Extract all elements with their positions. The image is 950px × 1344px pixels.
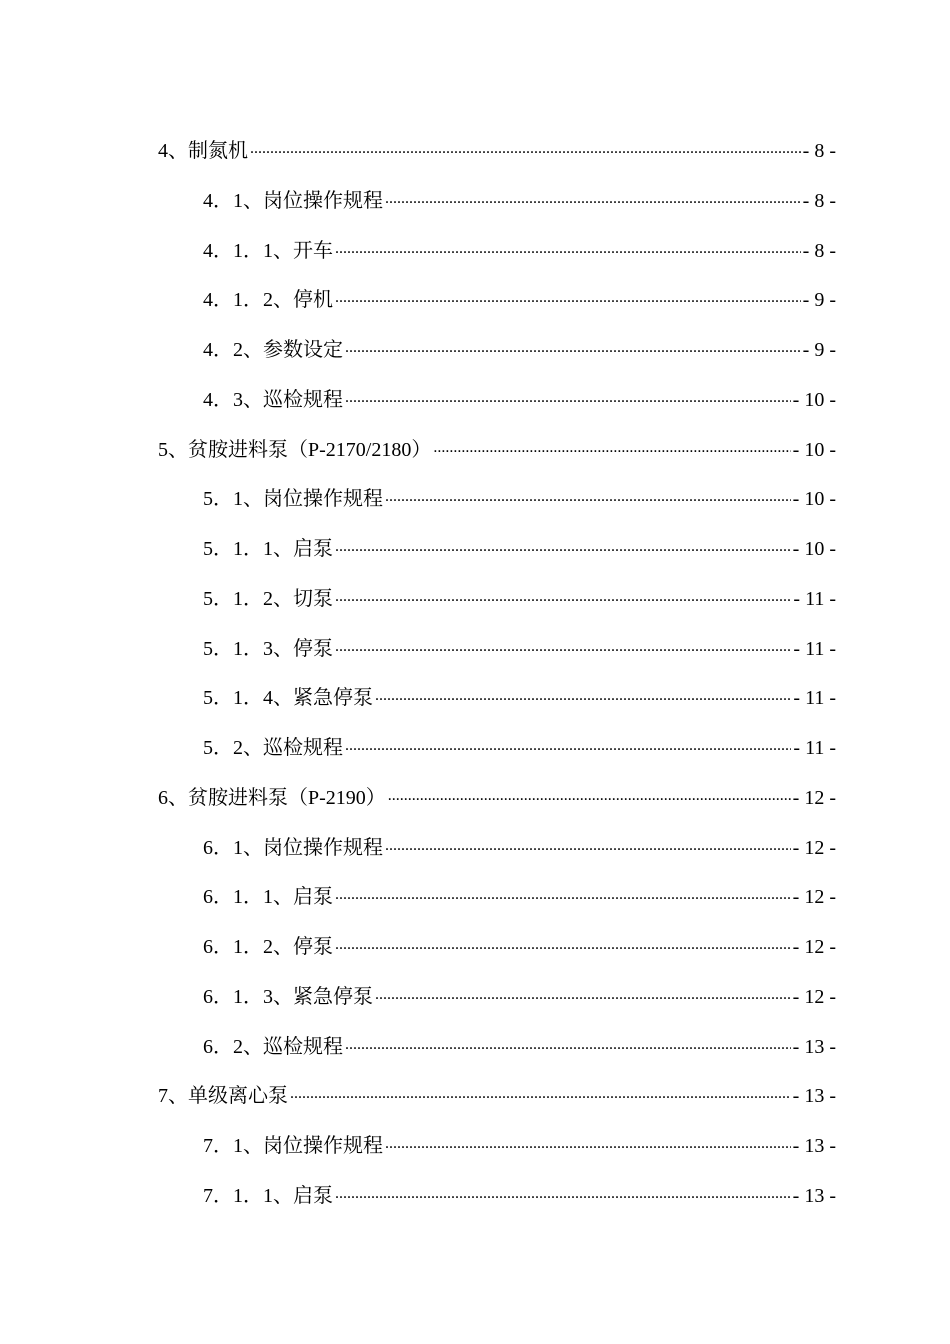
toc-entry-page: - 8 - (802, 189, 836, 212)
toc-entry-page: - 12 - (792, 936, 836, 958)
toc-entry-title: 5．2、巡检规程 (203, 737, 343, 759)
toc-entry-page: - 8 - (802, 140, 836, 162)
toc-dot-leader (335, 237, 801, 257)
toc-entry[interactable] (158, 780, 836, 830)
toc-entry[interactable] (158, 1128, 836, 1178)
toc-entry[interactable] (158, 680, 836, 730)
toc-entry[interactable] (158, 481, 836, 531)
toc-dot-leader (335, 883, 791, 903)
toc-entry-page: - 13 - (792, 1085, 836, 1108)
toc-entry-page: - 9 - (802, 339, 836, 361)
toc-entry-page: - 12 - (792, 836, 836, 859)
toc-dot-leader (335, 933, 791, 953)
toc-entry-page: - 12 - (792, 886, 836, 909)
toc-entry[interactable] (158, 432, 836, 482)
toc-dot-leader (433, 436, 790, 456)
toc-dot-leader (345, 336, 801, 356)
toc-entry-title: 7．1、岗位操作规程 (203, 1135, 383, 1157)
toc-entry-page: - 8 - (802, 239, 836, 262)
toc-entry-page: - 12 - (792, 786, 836, 809)
toc-entry-title: 5．1．2、切泵 (203, 587, 333, 610)
toc-dot-leader (345, 1033, 791, 1053)
toc-entry-page: - 10 - (792, 388, 836, 411)
toc-entry-page: - 10 - (792, 488, 836, 511)
toc-dot-leader (345, 386, 791, 406)
toc-entry[interactable] (158, 979, 836, 1029)
toc-entry[interactable] (158, 133, 836, 183)
toc-entry[interactable] (158, 282, 836, 332)
toc-entry-title: 6、贫胺进料泵（P-2190） (158, 786, 386, 809)
toc-dot-leader (335, 535, 791, 555)
toc-entry-title: 4．1．1、开车 (203, 239, 333, 262)
toc-dot-leader (375, 684, 791, 704)
toc-dot-leader (335, 286, 801, 306)
toc-entry-title: 5．1．1、启泵 (203, 538, 333, 560)
toc-entry-title: 6．1、岗位操作规程 (203, 836, 383, 859)
toc-dot-leader (385, 834, 791, 854)
toc-entry-page: - 11 - (793, 637, 836, 660)
toc-entry[interactable] (158, 183, 836, 233)
toc-entry-page: - 10 - (792, 538, 836, 560)
toc-entry-title: 4、制氮机 (158, 140, 248, 162)
toc-entry[interactable] (158, 830, 836, 880)
toc-entry-title: 6．1．2、停泵 (203, 936, 333, 958)
toc-entry-page: - 12 - (792, 985, 836, 1008)
toc-dot-leader (385, 1132, 791, 1152)
toc-entry[interactable] (158, 631, 836, 681)
toc-entry-title: 4．1．2、停机 (203, 289, 333, 312)
toc-dot-leader (388, 784, 791, 804)
toc-entry[interactable] (158, 929, 836, 979)
toc-dot-leader (385, 485, 791, 505)
toc-entry-title: 6．1．3、紧急停泵 (203, 985, 373, 1008)
toc-dot-leader (335, 585, 791, 605)
toc-entry[interactable] (158, 730, 836, 780)
toc-entry-title: 4．1、岗位操作规程 (203, 189, 383, 212)
toc-entry-title: 4．3、巡检规程 (203, 388, 343, 411)
toc-entry-page: - 10 - (792, 438, 836, 461)
toc-entry[interactable] (158, 531, 836, 581)
toc-entry-page: - 13 - (792, 1135, 836, 1157)
toc-entry[interactable] (158, 1029, 836, 1079)
toc-entry-page: - 11 - (793, 687, 836, 710)
toc-entry-page: - 13 - (792, 1035, 836, 1058)
toc-entry[interactable] (158, 581, 836, 631)
toc-entry-title: 7．1．1、启泵 (203, 1184, 333, 1207)
toc-entry[interactable] (158, 879, 836, 929)
toc-dot-leader (345, 734, 791, 754)
toc-dot-leader (335, 635, 791, 655)
toc-dot-leader (290, 1082, 791, 1102)
toc-entry-title: 5．1．3、停泵 (203, 637, 333, 660)
toc-entry-title: 5、贫胺进料泵（P-2170/2180） (158, 438, 432, 461)
toc-entry[interactable] (158, 233, 836, 283)
toc-entry-title: 6．2、巡检规程 (203, 1035, 343, 1058)
toc-entry-page: - 11 - (793, 737, 836, 759)
toc-entry-title: 5．1、岗位操作规程 (203, 488, 383, 511)
toc-dot-leader (385, 187, 801, 207)
toc-entry-title: 5．1．4、紧急停泵 (203, 687, 373, 710)
toc-dot-leader (335, 1182, 791, 1202)
toc-entry-page: - 11 - (793, 587, 836, 610)
table-of-contents (158, 133, 836, 1228)
toc-entry[interactable] (158, 1178, 836, 1228)
toc-entry[interactable] (158, 332, 836, 382)
toc-entry[interactable] (158, 1078, 836, 1128)
toc-entry-page: - 13 - (792, 1184, 836, 1207)
toc-entry-title: 4．2、参数设定 (203, 339, 343, 361)
toc-entry-page: - 9 - (802, 289, 836, 312)
toc-entry-title: 7、单级离心泵 (158, 1085, 288, 1108)
toc-dot-leader (375, 983, 791, 1003)
toc-entry-title: 6．1．1、启泵 (203, 886, 333, 909)
toc-entry[interactable] (158, 382, 836, 432)
toc-dot-leader (250, 137, 801, 157)
